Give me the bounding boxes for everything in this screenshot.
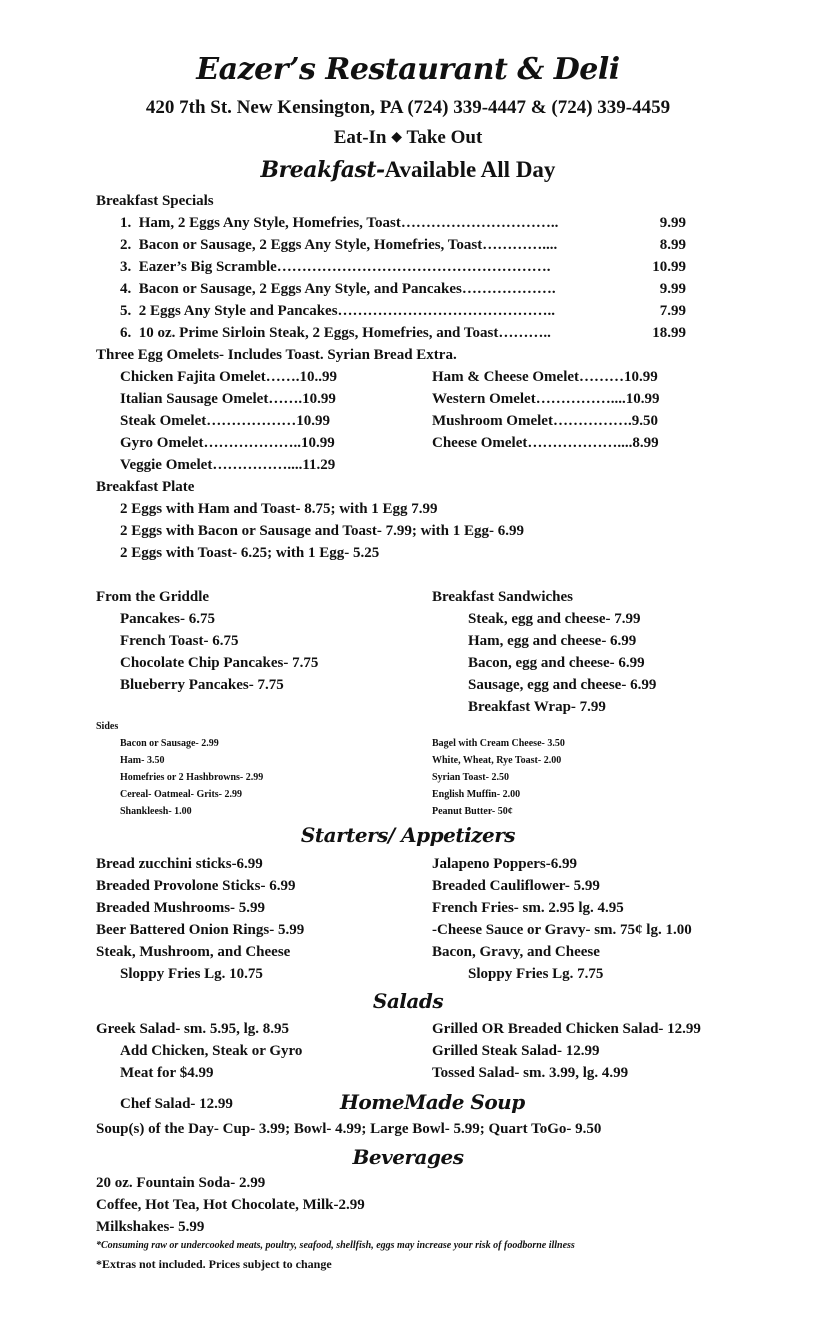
breakfast-specials (96, 190, 686, 366)
griddle-item: Pancakes- 6.75 (120, 611, 215, 627)
plate-heading: Breakfast Plate (96, 479, 195, 495)
salad-add-on: Add Chicken, Steak or Gyro (120, 1043, 303, 1059)
starter-item: Beer Battered Onion Rings- 5.99 (96, 922, 305, 938)
starter-item: Steak, Mushroom, and Cheese (96, 944, 291, 960)
salad-item: Grilled Steak Salad- 12.99 (432, 1043, 600, 1059)
special-item: 2. Bacon or Sausage, 2 Eggs Any Style, Homefries, Toast………….... 8.99 (120, 237, 686, 253)
plate-item: 2 Eggs with Toast- 6.25; with 1 Egg- 5.25 (120, 545, 380, 561)
salad-item: Greek Salad- sm. 5.95, lg. 8.95 (96, 1021, 290, 1037)
omelet-item: Gyro Omelet………………..10.99 (120, 435, 335, 451)
diamond-icon: ◆ (391, 130, 403, 145)
foodborne-warning: *Consuming raw or undercooked meats, poultry, seafood, shellfish, eggs may increase your risk of foodborne illness (96, 1240, 575, 1251)
specials-heading: Breakfast Specials (96, 193, 214, 209)
from-the-griddle (96, 586, 318, 696)
service-options (0, 127, 816, 149)
beverage-item: Milkshakes- 5.99 (96, 1219, 205, 1235)
chef-salad: Chef Salad- 12.99 (120, 1096, 233, 1112)
sides-right-column (432, 735, 565, 820)
sandwich-item: Sausage, egg and cheese- 6.99 (468, 677, 657, 693)
sandwich-item: Ham, egg and cheese- 6.99 (468, 633, 637, 649)
beverages-heading: Beverages (352, 1145, 464, 1169)
omelets-right-column (432, 366, 659, 454)
special-item: 1. Ham, 2 Eggs Any Style, Homefries, Toast………………………….. 9.99 (120, 215, 686, 231)
omelet-item: Chicken Fajita Omelet…….10..99 (120, 369, 338, 385)
salads-right-column (432, 1018, 701, 1084)
sandwich-item: Bacon, egg and cheese- 6.99 (468, 655, 645, 671)
side-item: Shankleesh- 1.00 (120, 806, 192, 817)
side-item: Bacon or Sausage- 2.99 (120, 738, 219, 749)
starter-item: Breaded Mushrooms- 5.99 (96, 900, 266, 916)
griddle-item: Chocolate Chip Pancakes- 7.75 (120, 655, 319, 671)
omelet-item: Steak Omelet………………10.99 (120, 413, 330, 429)
beverage-item: 20 oz. Fountain Soda- 2.99 (96, 1175, 266, 1191)
special-item: 5. 2 Eggs Any Style and Pancakes…………………………………….. 7.99 (120, 303, 686, 319)
beverages-list (96, 1172, 365, 1238)
starter-item: French Fries- sm. 2.95 lg. 4.95 (432, 900, 624, 916)
starter-item: -Cheese Sauce or Gravy- sm. 75¢ lg. 1.00 (432, 922, 692, 938)
side-item: Syrian Toast- 2.50 (432, 772, 509, 783)
take-out-label: Take Out (406, 127, 483, 148)
breakfast-banner (0, 157, 816, 183)
side-item: Homefries or 2 Hashbrowns- 2.99 (120, 772, 264, 783)
soup-heading: HomeMade Soup (340, 1090, 525, 1114)
restaurant-title: Eazer’s Restaurant & Deli (196, 52, 620, 87)
salad-item: Grilled OR Breaded Chicken Salad- 12.99 (432, 1021, 701, 1037)
starter-item: Bacon, Gravy, and Cheese (432, 944, 600, 960)
salads-left-column (96, 1018, 302, 1084)
breakfast-sandwiches (432, 586, 656, 718)
sandwich-item: Steak, egg and cheese- 7.99 (468, 611, 641, 627)
starter-item: Bread zucchini sticks-6.99 (96, 856, 263, 872)
address-phone: 420 7th St. New Kensington, PA (724) 339-4447 & (724) 339-4459 (145, 97, 671, 118)
starter-item: Jalapeno Poppers-6.99 (432, 856, 578, 872)
omelet-item: Veggie Omelet……………....11.29 (120, 457, 336, 473)
breakfast-plate (96, 476, 524, 564)
plate-item: 2 Eggs with Bacon or Sausage and Toast- 7.99; with 1 Egg- 6.99 (120, 523, 524, 539)
special-item: 3. Eazer’s Big Scramble………………………………………………. 10.99 (120, 259, 686, 275)
starter-item: Sloppy Fries Lg. 10.75 (120, 966, 263, 982)
side-item: Bagel with Cream Cheese- 3.50 (432, 738, 565, 749)
side-item: Cereal- Oatmeal- Grits- 2.99 (120, 789, 242, 800)
available-all-day: Available All Day (384, 157, 556, 182)
beverage-item: Coffee, Hot Tea, Hot Chocolate, Milk-2.99 (96, 1197, 365, 1213)
omelets-heading: Three Egg Omelets- Includes Toast. Syrian Bread Extra. (96, 347, 457, 363)
omelet-item: Western Omelet……………....10.99 (432, 391, 660, 407)
griddle-heading: From the Griddle (96, 589, 210, 605)
omelet-item: Mushroom Omelet…………….9.50 (432, 413, 658, 429)
omelet-item: Italian Sausage Omelet…….10.99 (120, 391, 336, 407)
griddle-item: French Toast- 6.75 (120, 633, 239, 649)
starters-heading: Starters/ Appetizers (300, 823, 516, 847)
breakfast-script-heading: Breakfast- (260, 157, 385, 183)
special-item: 4. Bacon or Sausage, 2 Eggs Any Style, and Pancakes………………. 9.99 (120, 281, 686, 297)
salad-add-on: Meat for $4.99 (120, 1065, 214, 1081)
extras-note: *Extras not included. Prices subject to change (96, 1257, 332, 1271)
omelet-item: Ham & Cheese Omelet………10.99 (432, 369, 658, 385)
sides-left-column (120, 735, 263, 820)
starter-item: Breaded Provolone Sticks- 6.99 (96, 878, 296, 894)
sandwiches-heading: Breakfast Sandwiches (432, 589, 573, 605)
omelets-left-column (120, 366, 337, 476)
starter-item: Breaded Cauliflower- 5.99 (432, 878, 600, 894)
plate-item: 2 Eggs with Ham and Toast- 8.75; with 1 Egg 7.99 (120, 501, 438, 517)
eat-in-label: Eat-In (333, 127, 387, 148)
starters-right-column (432, 853, 692, 985)
omelet-item: Cheese Omelet………………....8.99 (432, 435, 659, 451)
griddle-item: Blueberry Pancakes- 7.75 (120, 677, 284, 693)
sides-heading: Sides (96, 721, 119, 732)
side-item: English Muffin- 2.00 (432, 789, 521, 800)
sandwich-item: Breakfast Wrap- 7.99 (468, 699, 606, 715)
salad-item: Tossed Salad- sm. 3.99, lg. 4.99 (432, 1065, 629, 1081)
side-item: White, Wheat, Rye Toast- 2.00 (432, 755, 562, 766)
starters-left-column (96, 853, 304, 985)
salads-heading: Salads (372, 989, 444, 1013)
starter-item: Sloppy Fries Lg. 7.75 (468, 966, 604, 982)
soup-of-the-day: Soup(s) of the Day- Cup- 3.99; Bowl- 4.99; Large Bowl- 5.99; Quart ToGo- 9.50 (96, 1121, 602, 1137)
side-item: Ham- 3.50 (120, 755, 165, 766)
special-item: 6. 10 oz. Prime Sirloin Steak, 2 Eggs, Homefries, and Toast……….. 18.99 (120, 325, 686, 341)
side-item: Peanut Butter- 50¢ (432, 806, 513, 817)
